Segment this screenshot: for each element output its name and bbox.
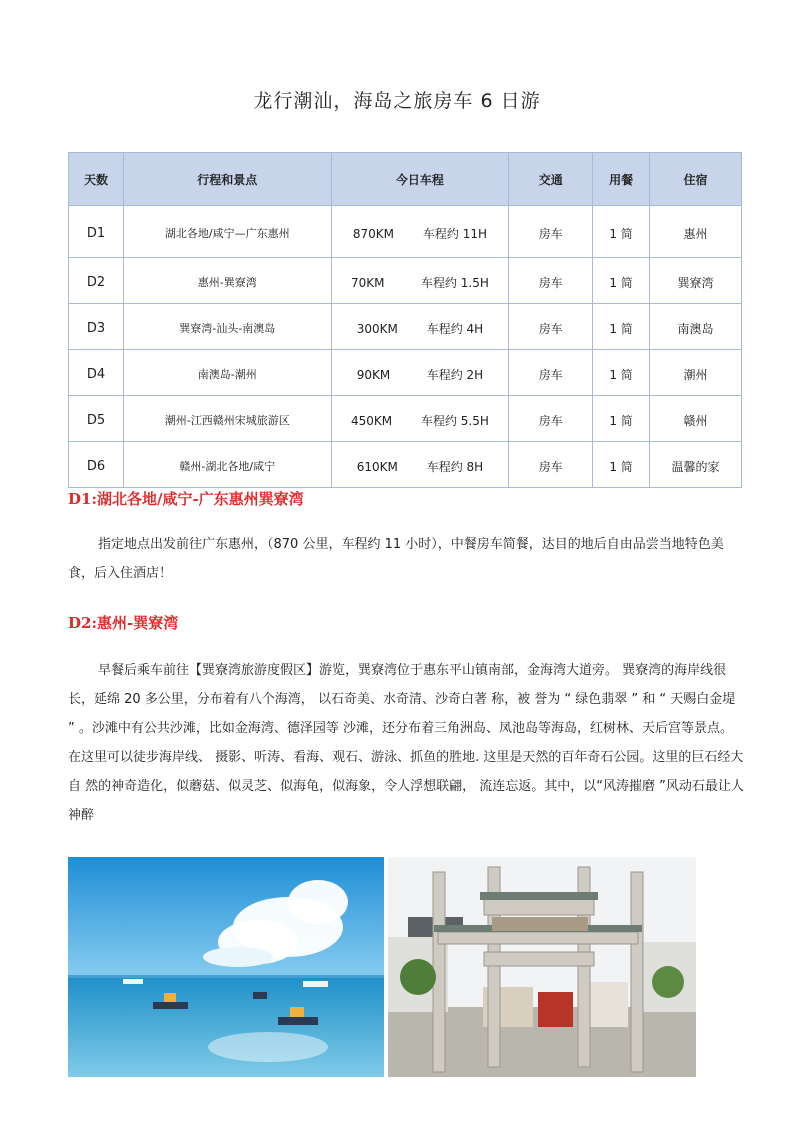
hotel-cell: 潮州	[650, 350, 742, 396]
stone-archway-photo	[388, 857, 696, 1077]
transport-cell: 房车	[509, 442, 593, 488]
distance-cell	[331, 350, 509, 396]
route-cell: 惠州-巽寮湾	[123, 258, 331, 304]
meals-cell: 1 简	[593, 206, 650, 258]
time-value: 车程约 2H	[426, 367, 484, 382]
table-row	[69, 206, 742, 258]
time-value: 车程约 4H	[426, 321, 484, 336]
time-value: 车程约 1.5H	[420, 275, 489, 290]
header-day: 天数	[69, 153, 124, 206]
transport-cell: 房车	[509, 258, 593, 304]
km-value: 70KM	[350, 275, 385, 290]
route-cell: 巽寮湾-汕头-南澳岛	[123, 304, 331, 350]
day-cell: D6	[69, 442, 124, 488]
table-row	[69, 396, 742, 442]
table-row	[69, 442, 742, 488]
distance-cell	[331, 206, 509, 258]
day-cell: D5	[69, 396, 124, 442]
day-cell: D2	[69, 258, 124, 304]
transport-cell: 房车	[509, 350, 593, 396]
route-cell: 赣州-湖北各地/咸宁	[123, 442, 331, 488]
day-cell: D4	[69, 350, 124, 396]
meals-cell: 1 简	[593, 350, 650, 396]
day-cell: D1	[69, 206, 124, 258]
km-value: 450KM	[350, 413, 393, 428]
table-header-row	[69, 153, 742, 206]
transport-cell: 房车	[509, 396, 593, 442]
transport-cell: 房车	[509, 206, 593, 258]
hotel-cell: 巽寮湾	[650, 258, 742, 304]
km-value: 300KM	[356, 321, 398, 336]
header-route: 行程和景点	[123, 153, 331, 206]
page-title: 龙行潮汕，海岛之旅房车 6 日游	[253, 90, 541, 112]
header-distance: 今日车程	[331, 153, 509, 206]
transport-cell: 房车	[509, 304, 593, 350]
meals-cell: 1 简	[593, 304, 650, 350]
meals-cell: 1 简	[593, 396, 650, 442]
day1-description: 指定地点出发前往广东惠州，（870 公里，车程约 11 小时），中餐房车简餐，达目的地后自由品尝当地特色美食，后入住酒店！	[68, 537, 724, 581]
table-row	[69, 350, 742, 396]
hotel-cell: 南澳岛	[650, 304, 742, 350]
time-value: 车程约 8H	[426, 459, 484, 474]
km-value: 870KM	[352, 226, 395, 241]
route-cell: 南澳岛-潮州	[123, 350, 331, 396]
day2-description: 早餐后乘车前往【巽寮湾旅游度假区】游览，巽寮湾位于惠东平山镇南部，金海湾大道旁。 巽寮湾的海岸线很长，延绵 20 多公里，分布着有八个海湾， 以石奇美、水奇清、沙奇白著 称，被 誉为 “ 绿色翡翠 ” 和 “ 天赐白金堤 ” 。沙滩中有公共沙滩，比如金海湾、德泽园等 沙滩，还分布着三角洲岛、凤池岛等海岛，红树林、天后宫等景点。在这里可以徒步海岸线、 摄影、听涛、看海、观石、游泳、抓鱼的胜地. 这里是天然的百年奇石公园。这里的巨石经大自 然的神奇造化，似蘑菇、似灵芝、似海龟，似海象，令人浮想联翩， 流连忘返。其中，以“风涛摧磨 ”风动石最让人神醉	[68, 663, 744, 823]
km-value: 610KM	[356, 459, 398, 474]
day1-heading: D1:湖北各地/咸宁-广东惠州巽寮湾	[68, 490, 304, 508]
meals-cell: 1 简	[593, 258, 650, 304]
hotel-cell: 赣州	[650, 396, 742, 442]
hotel-cell: 温馨的家	[650, 442, 742, 488]
meals-cell: 1 简	[593, 442, 650, 488]
table-row	[69, 304, 742, 350]
day2-heading: D2:惠州-巽寮湾	[68, 614, 179, 632]
sea-boats-photo	[68, 857, 384, 1077]
header-meals: 用餐	[593, 153, 650, 206]
distance-cell	[331, 258, 509, 304]
distance-cell	[331, 442, 509, 488]
itinerary-table	[68, 152, 742, 488]
time-value: 车程约 5.5H	[420, 413, 489, 428]
distance-cell	[331, 396, 509, 442]
header-hotel: 住宿	[650, 153, 742, 206]
km-value: 90KM	[356, 367, 391, 382]
route-cell: 潮州-江西赣州宋城旅游区	[123, 396, 331, 442]
time-value: 车程约 11H	[422, 226, 487, 241]
table-row	[69, 258, 742, 304]
header-transport: 交通	[509, 153, 593, 206]
distance-cell	[331, 304, 509, 350]
route-cell: 湖北各地/咸宁—广东惠州	[123, 206, 331, 258]
day-cell: D3	[69, 304, 124, 350]
hotel-cell: 惠州	[650, 206, 742, 258]
